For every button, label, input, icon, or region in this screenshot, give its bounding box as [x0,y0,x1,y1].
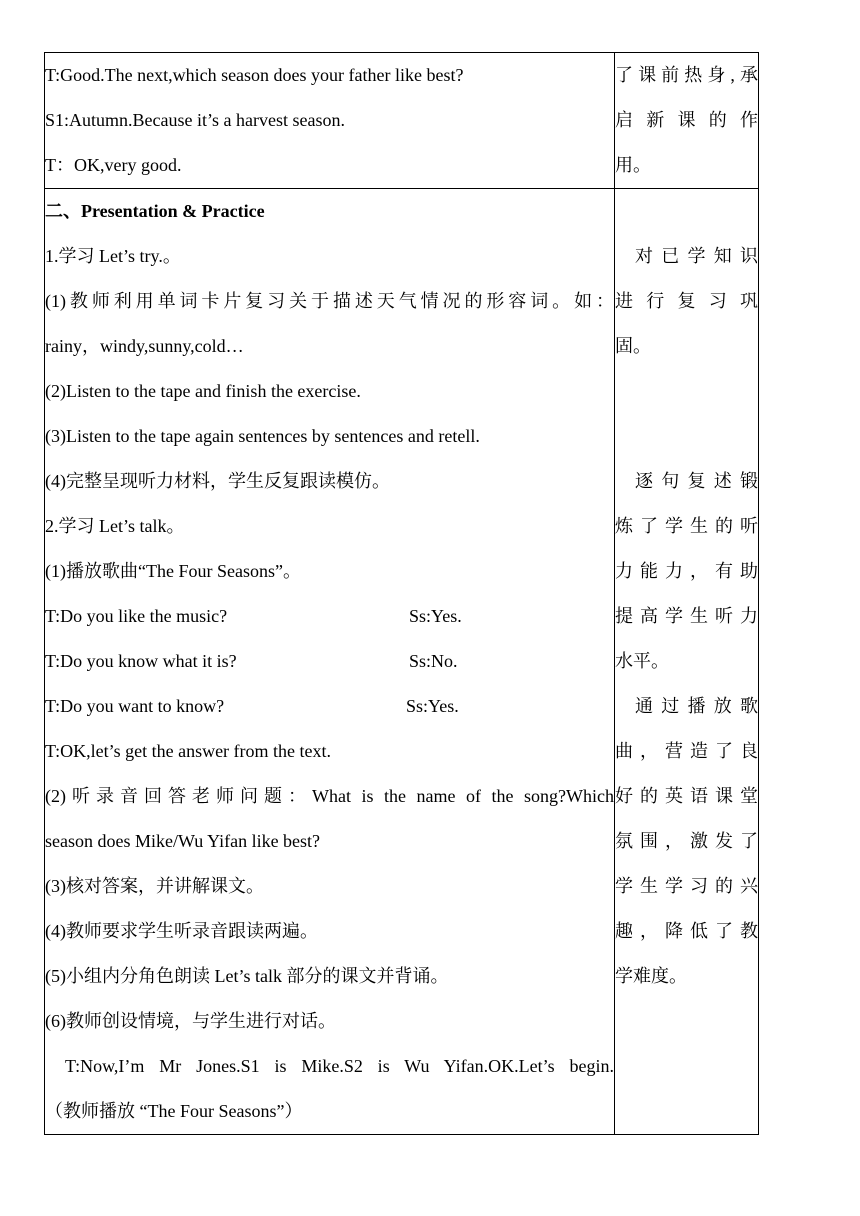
dialogue-line: T:Good.The next,which season does your father like best? [45,65,464,85]
design-note-line: 好的英语课堂 [615,786,758,806]
design-note-line: 趣，降低了教 [615,921,758,941]
teacher-question: T:Do you like the music? [45,606,228,626]
procedure-cell [45,189,615,1135]
design-note-line: 提高学生听力 [615,606,758,626]
step-line: (4)完整呈现听力材料，学生反复跟读模仿。 [45,471,390,491]
design-note-line: 力能力，有助 [615,561,758,581]
design-note-line: 氛围，激发了 [615,831,758,851]
students-answer: Ss:Yes. [409,606,462,626]
dialogue-line: S1:Autumn.Because it’s a harvest season. [45,110,345,130]
step-line: season does Mike/Wu Yifan like best? [45,831,321,851]
blank-space [615,414,758,459]
design-note-line: 用。 [615,155,651,175]
design-note-line: 水平。 [615,651,669,671]
step-line: T:OK,let’s get the answer from the text. [45,741,332,761]
design-note-line: 逐句复述锻 [635,471,758,491]
dialogue-pair [45,684,614,729]
section-heading [45,189,614,234]
lesson-plan-table [44,52,759,1135]
teacher-question: T:Do you know what it is? [45,651,237,671]
table-row [45,189,759,1135]
students-answer: Ss:No. [409,651,458,671]
design-note-line: 固。 [615,336,651,356]
dialogue-pair [45,594,614,639]
step-line: 1.学习 Let’s try.。 [45,246,181,266]
step-line: (5)小组内分角色朗读 Let’s talk 部分的课文并背诵。 [45,966,449,986]
step-line: T:Now,I’m Mr Jones.S1 is Mike.S2 is Wu Yifan.OK.Let’s begin. [65,1056,614,1076]
design-note-line: 学生学习的兴 [615,876,758,896]
students-answer: Ss:Yes. [406,696,459,716]
procedure-cell [45,53,615,189]
design-note-line: 启 新 课 的 作 [615,110,758,130]
step-line: (3)Listen to the tape again sentences by sentences and retell. [45,426,480,446]
step-line: (2)听录音回答老师问题：What is the name of the song?Which [45,786,614,806]
step-line: rainy，windy,sunny,cold… [45,336,244,356]
design-note-line: 对已学知识 [635,246,758,266]
section-heading-text: Presentation & Practice [81,201,265,221]
step-line: (1)教师利用单词卡片复习关于描述天气情况的形容词。如： [45,291,614,311]
step-line: (4)教师要求学生听录音跟读两遍。 [45,921,318,941]
blank-space [615,189,758,234]
design-note-line: 曲，营造了良 [615,741,758,761]
design-note-line: 通过播放歌 [635,696,758,716]
dialogue-line: T：OK,very good. [45,155,182,175]
step-line: (2)Listen to the tape and finish the exercise. [45,381,361,401]
table-row [45,53,759,189]
design-note-line: 炼了学生的听 [615,516,758,536]
dialogue-pair [45,639,614,684]
step-line: (3)核对答案，并讲解课文。 [45,876,264,896]
step-line: 2.学习 Let’s talk。 [45,516,185,536]
blank-space [615,369,758,414]
teacher-question: T:Do you want to know? [45,696,225,716]
design-intent-cell [615,53,759,189]
section-heading-prefix: 二、 [45,201,81,221]
design-note-line: 进 行 复 习 巩 [615,291,758,311]
step-line: (6)教师创设情境，与学生进行对话。 [45,1011,336,1031]
design-intent-cell [615,189,759,1135]
step-line: （教师播放 “The Four Seasons”） [45,1101,303,1121]
step-line: (1)播放歌曲“The Four Seasons”。 [45,561,301,581]
design-note-line: 学难度。 [615,966,687,986]
design-note-line: 了课前热身,承 [615,65,758,85]
